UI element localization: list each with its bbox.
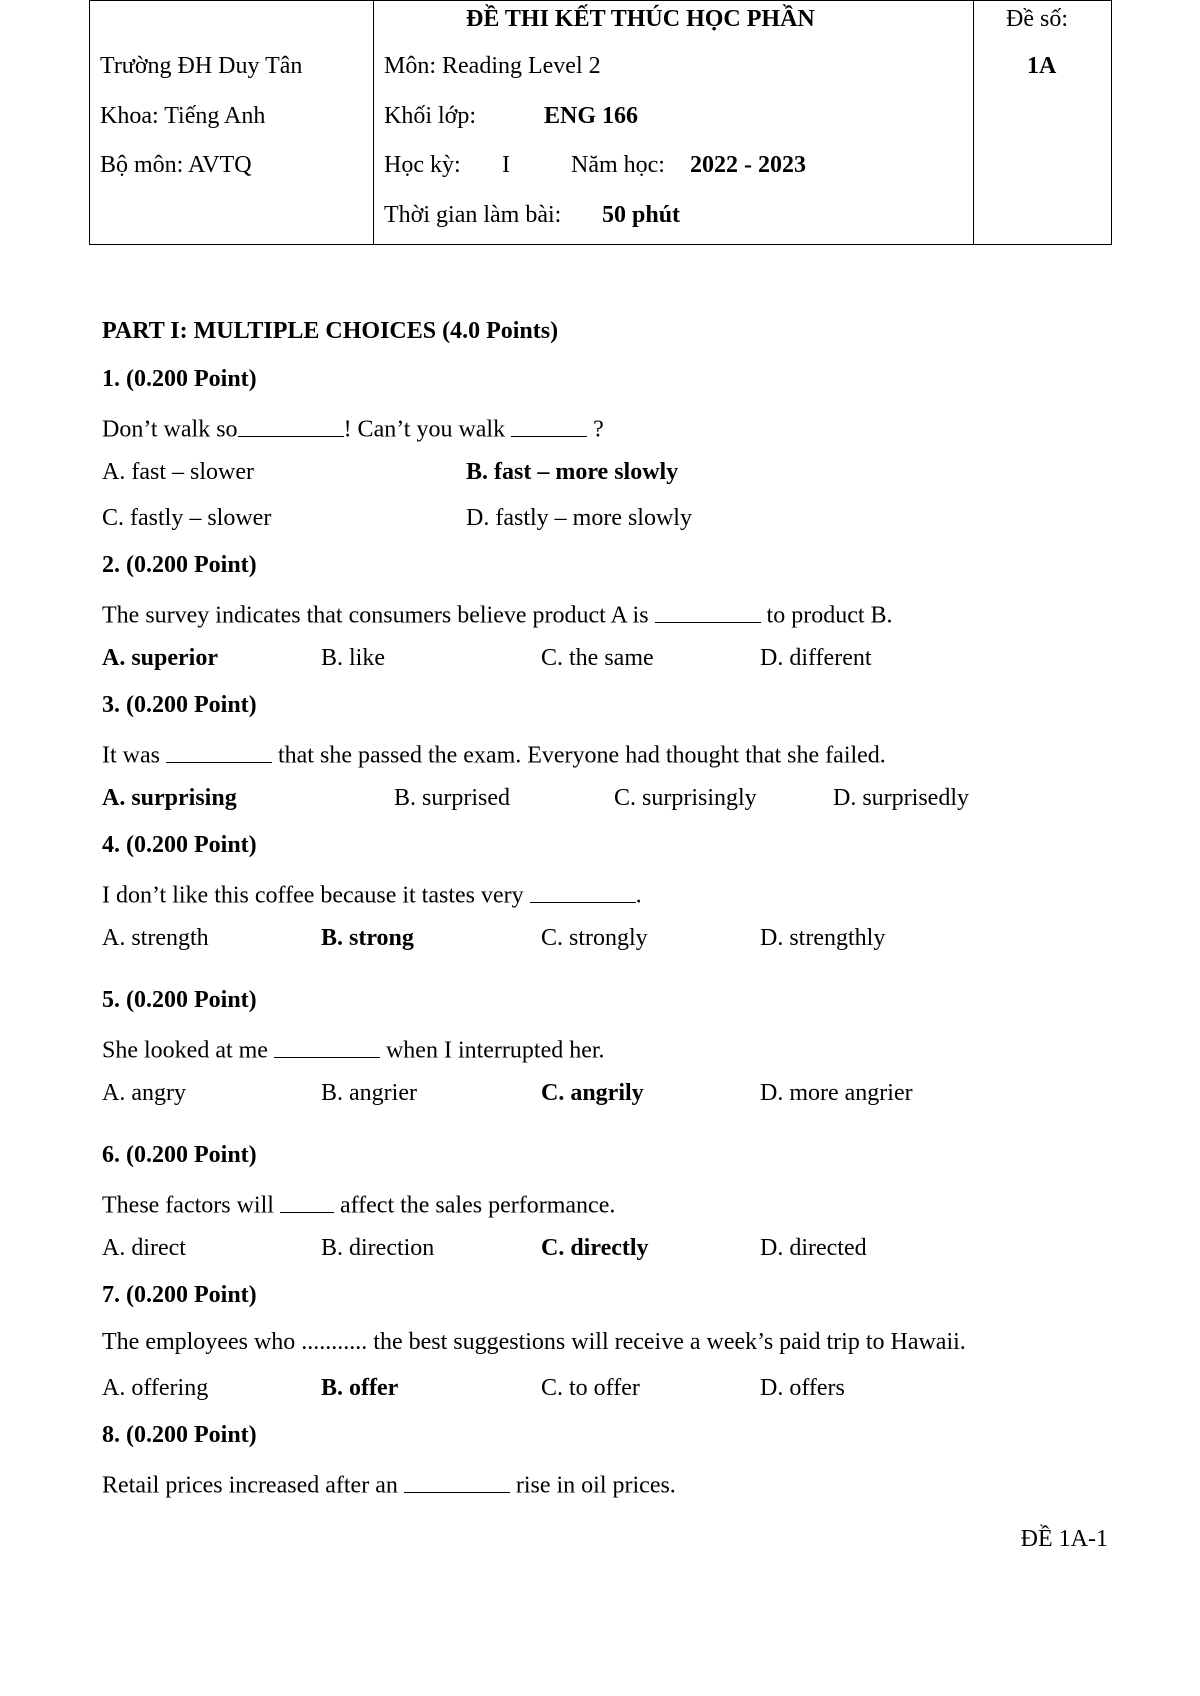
- option-d: D. directed: [760, 1235, 867, 1261]
- option-a: A. direct: [102, 1235, 186, 1261]
- question-label: 2. (0.200 Point): [102, 552, 257, 578]
- option-c: C. to offer: [541, 1375, 640, 1401]
- year-value: 2022 - 2023: [690, 152, 806, 178]
- option-c: C. the same: [541, 645, 654, 671]
- option-c: C. angrily: [541, 1080, 644, 1106]
- school-name: Trường ĐH Duy Tân: [100, 53, 303, 79]
- option-b: B. fast – more slowly: [466, 459, 679, 485]
- answer-blank: [238, 414, 344, 437]
- answer-blank: [404, 1470, 510, 1493]
- part-title: PART I: MULTIPLE CHOICES (4.0 Points): [102, 318, 559, 344]
- exam-title: ĐỀ THI KẾT THÚC HỌC PHẦN: [466, 6, 815, 32]
- question-text: It was that she passed the exam. Everyone had thought that she failed.: [102, 740, 886, 768]
- question-label: 4. (0.200 Point): [102, 832, 257, 858]
- subject: Môn: Reading Level 2: [384, 53, 601, 79]
- department: Bộ môn: AVTQ: [100, 152, 252, 178]
- year-label: Năm học:: [571, 152, 665, 178]
- option-b: B. surprised: [394, 785, 510, 811]
- option-a: A. surprising: [102, 785, 237, 811]
- question-text: She looked at me when I interrupted her.: [102, 1035, 605, 1063]
- time-value: 50 phút: [602, 202, 681, 228]
- option-d: D. offers: [760, 1375, 845, 1401]
- option-b: B. offer: [321, 1375, 399, 1401]
- question-text: Don’t walk so ! Can’t you walk ?: [102, 414, 604, 442]
- question-label: 7. (0.200 Point): [102, 1282, 257, 1308]
- option-d: D. more angrier: [760, 1080, 913, 1106]
- exam-code-label: Đề số:: [1006, 6, 1068, 32]
- question-text: The survey indicates that consumers believe product A is to product B.: [102, 600, 893, 628]
- option-c: C. fastly – slower: [102, 505, 272, 531]
- question-text: Retail prices increased after an rise in oil prices.: [102, 1470, 676, 1498]
- option-c: C. directly: [541, 1235, 649, 1261]
- answer-blank: [530, 880, 636, 903]
- class-label: Khối lớp:: [384, 103, 477, 129]
- option-d: D. different: [760, 645, 872, 671]
- answer-blank: [280, 1190, 334, 1213]
- exam-code-value: 1A: [1027, 53, 1057, 79]
- option-b: B. angrier: [321, 1080, 417, 1106]
- faculty: Khoa: Tiếng Anh: [100, 103, 266, 129]
- question-label: 8. (0.200 Point): [102, 1422, 257, 1448]
- question-label: 1. (0.200 Point): [102, 366, 257, 392]
- option-c: C. strongly: [541, 925, 648, 951]
- question-label: 6. (0.200 Point): [102, 1142, 257, 1168]
- option-d: D. strengthly: [760, 925, 886, 951]
- question-text: These factors will affect the sales performance.: [102, 1190, 615, 1218]
- option-d: D. fastly – more slowly: [466, 505, 692, 531]
- class-value: ENG 166: [544, 103, 639, 129]
- option-d: D. surprisedly: [833, 785, 969, 811]
- question-label: 3. (0.200 Point): [102, 692, 257, 718]
- semester-label: Học kỳ:: [384, 152, 461, 178]
- option-b: B. like: [321, 645, 385, 671]
- header-divider: [373, 1, 374, 244]
- header-divider: [973, 1, 974, 244]
- time-label: Thời gian làm bài:: [384, 202, 562, 228]
- answer-blank: [511, 414, 587, 437]
- option-a: A. superior: [102, 645, 218, 671]
- page-footer: ĐỀ 1A-1: [1020, 1526, 1108, 1552]
- answer-blank: [655, 600, 761, 623]
- answer-blank: [166, 740, 272, 763]
- question-text: I don’t like this coffee because it tastes very .: [102, 880, 642, 908]
- option-b: B. direction: [321, 1235, 435, 1261]
- option-b: B. strong: [321, 925, 414, 951]
- option-c: C. surprisingly: [614, 785, 757, 811]
- option-a: A. fast – slower: [102, 459, 254, 485]
- answer-blank: [274, 1035, 380, 1058]
- option-a: A. strength: [102, 925, 209, 951]
- option-a: A. angry: [102, 1080, 186, 1106]
- semester-value: I: [502, 152, 510, 178]
- option-a: A. offering: [102, 1375, 209, 1401]
- question-text: The employees who ........... the best suggestions will receive a week’s paid trip to Hawaii.: [102, 1329, 966, 1355]
- question-label: 5. (0.200 Point): [102, 987, 257, 1013]
